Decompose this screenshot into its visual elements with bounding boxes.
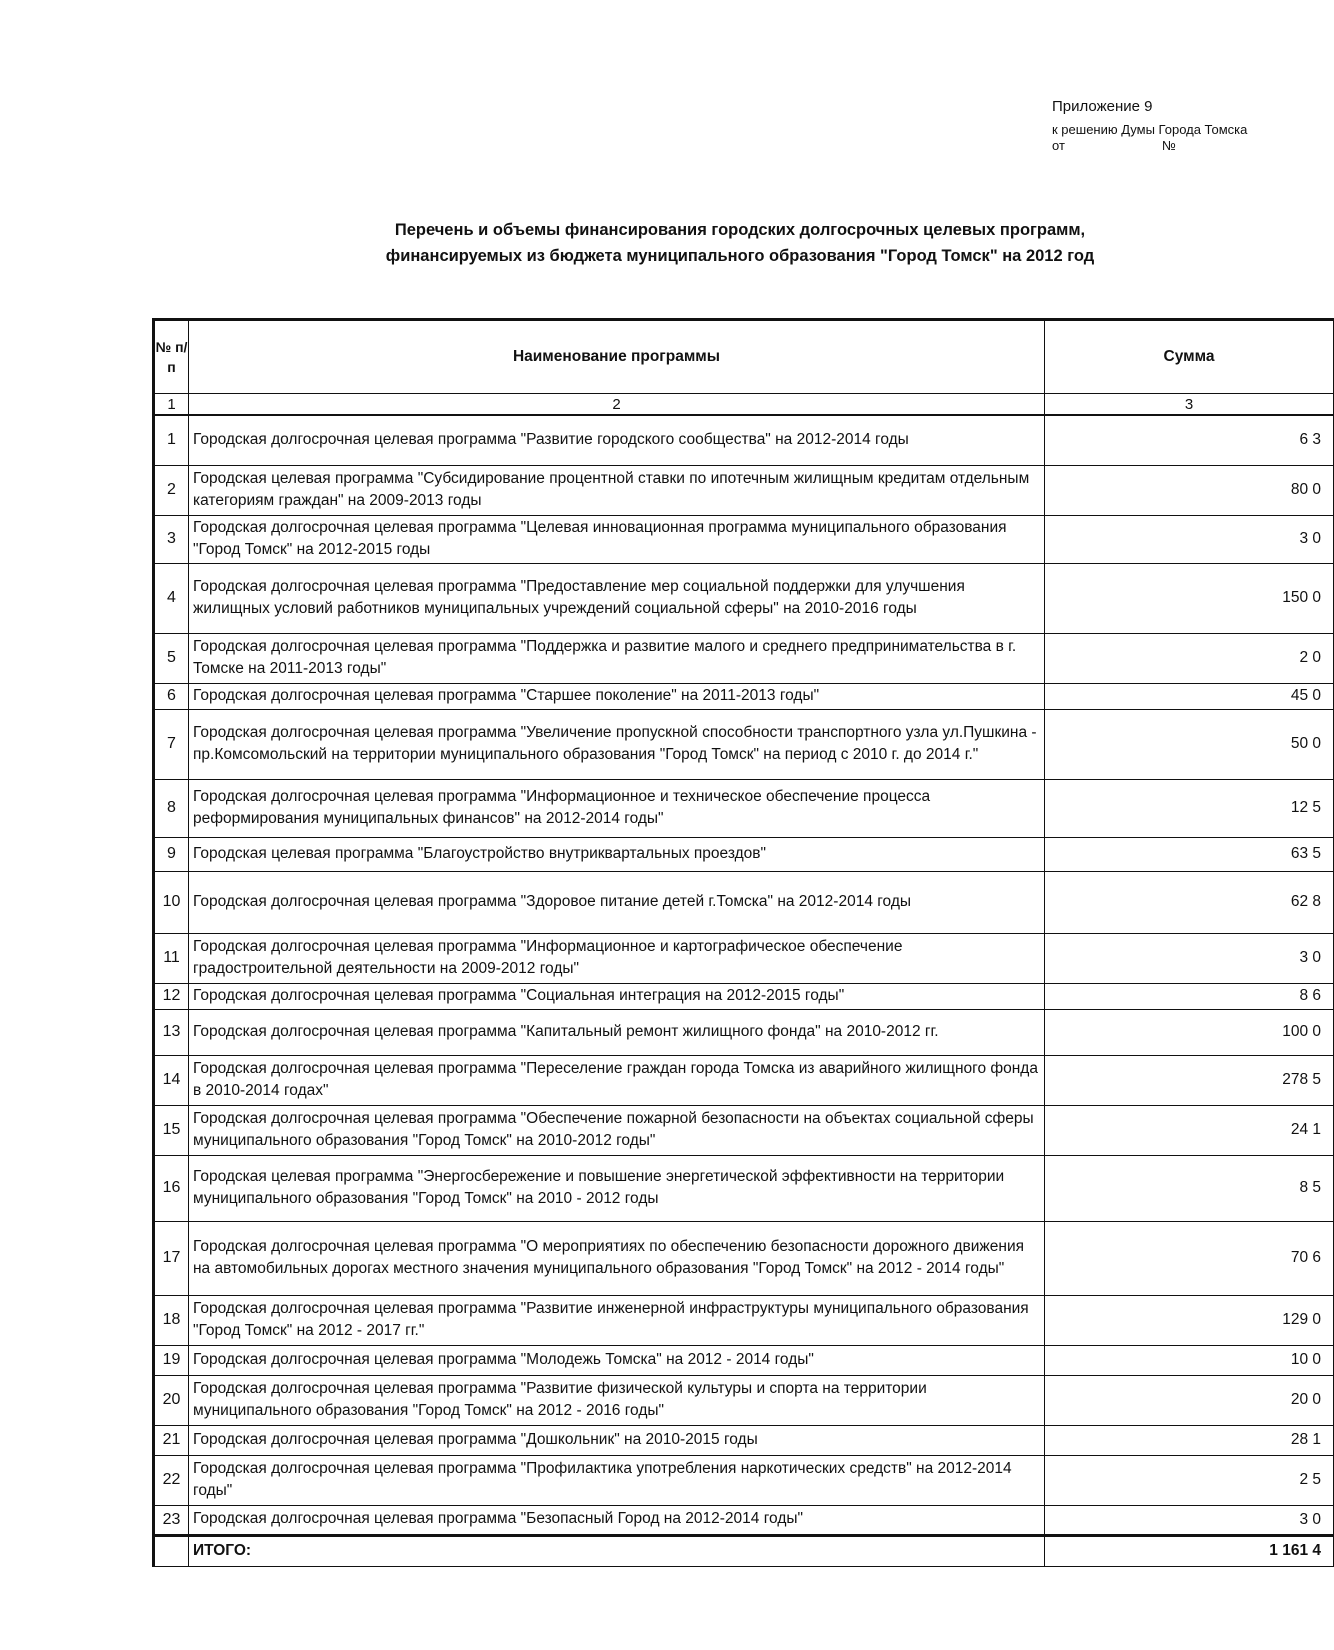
row-program-name: Городская долгосрочная целевая программа "Переселение граждан города Томска из аварийного жилищного фонда в 2010-2014 годах" xyxy=(189,1055,1045,1105)
row-num: 12 xyxy=(154,983,189,1009)
row-sum: 45 0 xyxy=(1045,683,1334,709)
row-program-name: Городская долгосрочная целевая программа "Старшее поколение" на 2011-2013 годы" xyxy=(189,683,1045,709)
row-num: 5 xyxy=(154,633,189,683)
column-header-sum: Сумма xyxy=(1045,320,1334,394)
row-num: 17 xyxy=(154,1221,189,1295)
table-row xyxy=(154,1055,1334,1105)
row-program-name: Городская долгосрочная целевая программа "Социальная интеграция на 2012-2015 годы" xyxy=(189,983,1045,1009)
column-header-name: Наименование программы xyxy=(189,320,1045,394)
table-row xyxy=(154,1295,1334,1345)
row-program-name: Городская долгосрочная целевая программа "Целевая инновационная программа муниципального образования "Город Томск" на 2012-2015 годы xyxy=(189,515,1045,563)
row-sum: 70 6 xyxy=(1045,1221,1334,1295)
row-sum: 2 5 xyxy=(1045,1455,1334,1505)
row-program-name: Городская долгосрочная целевая программа "Развитие инженерной инфраструктуры муниципального образования "Город Томск" на 2012 - 2017 гг." xyxy=(189,1295,1045,1345)
date-number-line xyxy=(1052,138,1275,153)
row-num: 9 xyxy=(154,837,189,871)
row-program-name: Городская долгосрочная целевая программа "Капитальный ремонт жилищного фонда" на 2010-2012 гг. xyxy=(189,1009,1045,1055)
table-header-row xyxy=(154,320,1334,394)
row-num: 6 xyxy=(154,683,189,709)
row-num: 7 xyxy=(154,709,189,779)
row-sum: 63 5 xyxy=(1045,837,1334,871)
row-program-name: Городская долгосрочная целевая программа "Предоставление мер социальной поддержки для улучшения жилищных условий работников муниципальных учреждений социальной сферы" на 2010-2016 годы xyxy=(189,563,1045,633)
table-row xyxy=(154,683,1334,709)
total-row xyxy=(154,1535,1334,1566)
programs-table xyxy=(152,318,1334,1567)
row-sum: 3 0 xyxy=(1045,515,1334,563)
row-num: 3 xyxy=(154,515,189,563)
row-num: 11 xyxy=(154,933,189,983)
table-row xyxy=(154,1105,1334,1155)
row-sum: 28 1 xyxy=(1045,1425,1334,1455)
row-sum: 3 0 xyxy=(1045,1505,1334,1535)
table-row xyxy=(154,415,1334,465)
row-program-name: Городская долгосрочная целевая программа "Здоровое питание детей г.Томска" на 2012-2014 годы xyxy=(189,871,1045,933)
row-num: 21 xyxy=(154,1425,189,1455)
title-line-1: Перечень и объемы финансирования городских долгосрочных целевых программ, xyxy=(394,221,1086,239)
title-line-2: финансируемых из бюджета муниципального образования "Город Томск" на 2012 год xyxy=(385,247,1095,265)
table-row xyxy=(154,1375,1334,1425)
row-num: 18 xyxy=(154,1295,189,1345)
row-num: 15 xyxy=(154,1105,189,1155)
row-program-name: Городская долгосрочная целевая программа "Развитие физической культуры и спорта на территории муниципального образования "Город Томск" на 2012 - 2016 годы" xyxy=(189,1375,1045,1425)
row-sum: 8 5 xyxy=(1045,1155,1334,1221)
row-program-name: Городская долгосрочная целевая программа "Безопасный Город на 2012-2014 годы" xyxy=(189,1505,1045,1535)
table-row xyxy=(154,1505,1334,1535)
table-row xyxy=(154,1221,1334,1295)
total-sum: 1 161 4 xyxy=(1045,1535,1334,1566)
row-sum: 2 0 xyxy=(1045,633,1334,683)
row-sum: 10 0 xyxy=(1045,1345,1334,1375)
row-program-name: Городская долгосрочная целевая программа "Информационное и техническое обеспечение процесса реформирования муниципальных финансов" на 2012-2014 годы" xyxy=(189,779,1045,837)
row-sum: 80 0 xyxy=(1045,465,1334,515)
row-num: 4 xyxy=(154,563,189,633)
row-sum: 20 0 xyxy=(1045,1375,1334,1425)
programs-table-wrap xyxy=(152,318,1321,1567)
column-index-row xyxy=(154,394,1334,416)
row-program-name: Городская целевая программа "Энергосбережение и повышение энергетической эффективности на территории муниципального образования "Город Томск" на 2010 - 2012 годы xyxy=(189,1155,1045,1221)
row-program-name: Городская долгосрочная целевая программа "Информационное и картографическое обеспечение градостроительной деятельности на 2009-2012 годы" xyxy=(189,933,1045,983)
row-sum: 150 0 xyxy=(1045,563,1334,633)
row-program-name: Городская долгосрочная целевая программа "Увеличение пропускной способности транспортного узла ул.Пушкина - пр.Комсомольский на территории муниципального образования "Город Томск" на период с 2010 г. до 2014 г." xyxy=(189,709,1045,779)
table-row xyxy=(154,563,1334,633)
column-index-2: 2 xyxy=(189,394,1045,416)
row-program-name: Городская долгосрочная целевая программа "Профилактика употребления наркотических средств" на 2012-2014 годы" xyxy=(189,1455,1045,1505)
row-program-name: Городская долгосрочная целевая программа "Молодежь Томска" на 2012 - 2014 годы" xyxy=(189,1345,1045,1375)
decision-line: к решению Думы Города Томска xyxy=(1052,122,1248,137)
row-sum: 50 0 xyxy=(1045,709,1334,779)
row-num: 19 xyxy=(154,1345,189,1375)
row-num: 1 xyxy=(154,415,189,465)
table-row xyxy=(154,779,1334,837)
row-program-name: Городская долгосрочная целевая программа "О мероприятиях по обеспечению безопасности дорожного движения на автомобильных дорогах местного значения муниципального образования "Город Томск" на 2012 - 2014 годы" xyxy=(189,1221,1045,1295)
number-label: № xyxy=(1162,138,1176,153)
date-label: от xyxy=(1052,138,1065,153)
row-sum: 129 0 xyxy=(1045,1295,1334,1345)
row-sum: 3 0 xyxy=(1045,933,1334,983)
table-row xyxy=(154,1009,1334,1055)
row-program-name: Городская целевая программа "Благоустройство внутриквартальных проездов" xyxy=(189,837,1045,871)
row-program-name: Городская долгосрочная целевая программа "Поддержка и развитие малого и среднего предпринимательства в г. Томске на 2011-2013 годы" xyxy=(189,633,1045,683)
table-row xyxy=(154,709,1334,779)
column-index-3: 3 xyxy=(1045,394,1334,416)
total-label: ИТОГО: xyxy=(189,1535,1045,1566)
total-num-cell xyxy=(154,1535,189,1566)
row-sum: 278 5 xyxy=(1045,1055,1334,1105)
row-num: 22 xyxy=(154,1455,189,1505)
row-num: 14 xyxy=(154,1055,189,1105)
table-row xyxy=(154,933,1334,983)
row-sum: 12 5 xyxy=(1045,779,1334,837)
row-sum: 8 6 xyxy=(1045,983,1334,1009)
row-num: 8 xyxy=(154,779,189,837)
table-row xyxy=(154,1155,1334,1221)
row-program-name: Городская долгосрочная целевая программа "Дошкольник" на 2010-2015 годы xyxy=(189,1425,1045,1455)
table-row xyxy=(154,1455,1334,1505)
row-sum: 100 0 xyxy=(1045,1009,1334,1055)
table-row xyxy=(154,515,1334,563)
table-row xyxy=(154,837,1334,871)
row-program-name: Городская долгосрочная целевая программа "Развитие городского сообщества" на 2012-2014 годы xyxy=(189,415,1045,465)
row-sum: 24 1 xyxy=(1045,1105,1334,1155)
row-program-name: Городская долгосрочная целевая программа "Обеспечение пожарной безопасности на объектах социальной сферы муниципального образования "Город Томск" на 2010-2012 годы" xyxy=(189,1105,1045,1155)
row-program-name: Городская целевая программа "Субсидирование процентной ставки по ипотечным жилищным кредитам отдельным категориям граждан" на 2009-2013 годы xyxy=(189,465,1045,515)
row-num: 10 xyxy=(154,871,189,933)
table-row xyxy=(154,465,1334,515)
appendix-header xyxy=(1052,97,1275,153)
table-row xyxy=(154,983,1334,1009)
row-sum: 6 3 xyxy=(1045,415,1334,465)
row-num: 13 xyxy=(154,1009,189,1055)
column-header-num: № п/п xyxy=(154,320,189,394)
row-num: 16 xyxy=(154,1155,189,1221)
row-num: 23 xyxy=(154,1505,189,1535)
table-row xyxy=(154,1425,1334,1455)
column-index-1: 1 xyxy=(154,394,189,416)
table-row xyxy=(154,633,1334,683)
document-title xyxy=(250,217,1230,269)
table-row xyxy=(154,871,1334,933)
row-num: 2 xyxy=(154,465,189,515)
row-num: 20 xyxy=(154,1375,189,1425)
appendix-title: Приложение 9 xyxy=(1052,98,1153,115)
row-sum: 62 8 xyxy=(1045,871,1334,933)
table-row xyxy=(154,1345,1334,1375)
